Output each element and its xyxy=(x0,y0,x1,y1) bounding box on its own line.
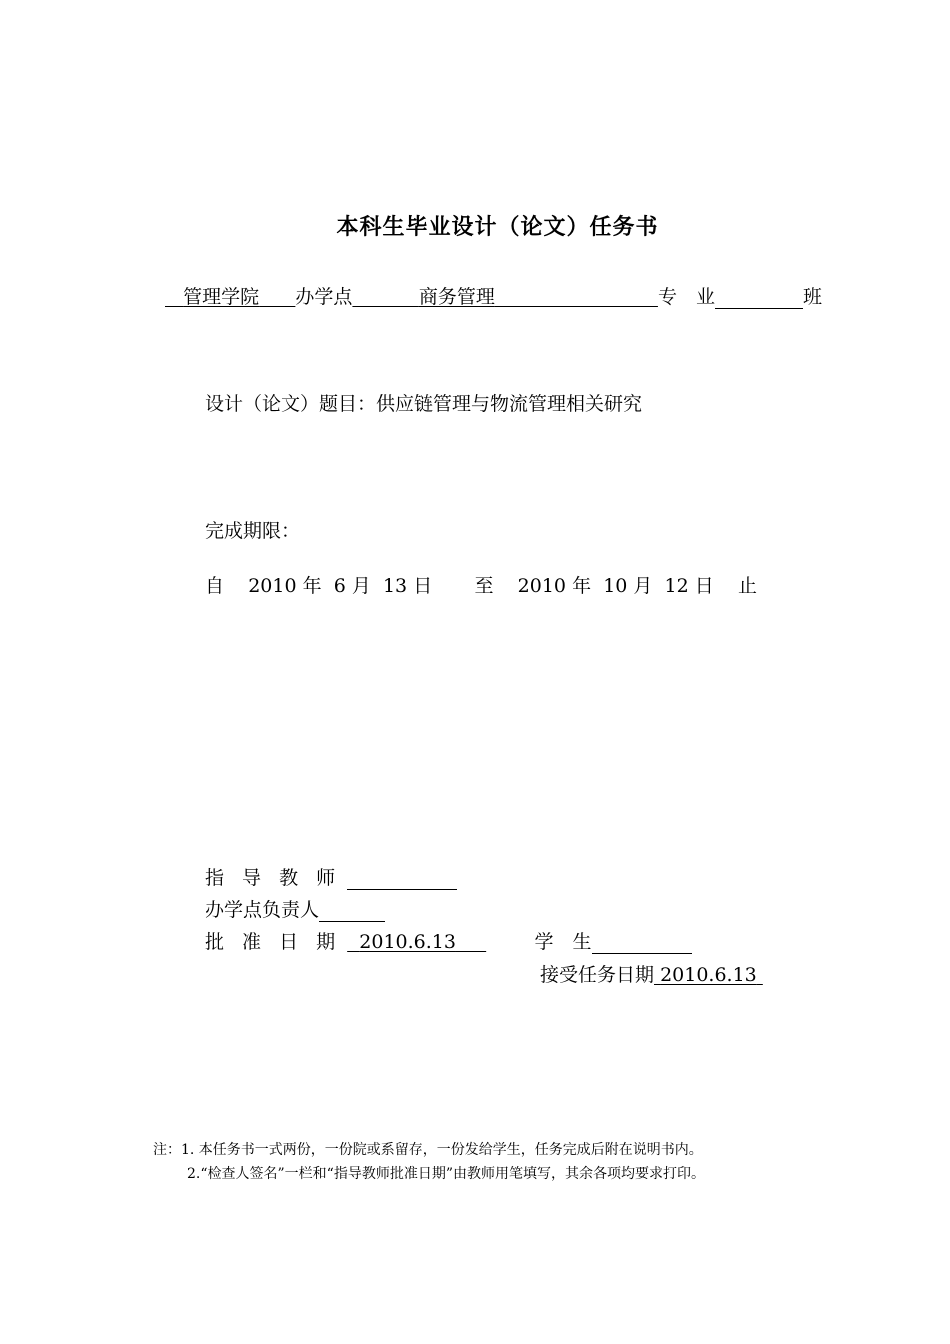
end-label: 止 xyxy=(737,575,757,597)
class-blank xyxy=(715,288,803,309)
to-year: 2010 xyxy=(517,575,567,597)
school-field xyxy=(165,286,295,308)
site-head-blank xyxy=(319,901,385,922)
to-year-unit: 年 xyxy=(572,575,592,597)
notes-section xyxy=(153,1138,705,1186)
approve-label: 批 准 日 期 xyxy=(205,931,342,953)
accept-label: 接受任务日期 xyxy=(540,964,655,986)
header-line xyxy=(165,285,822,309)
topic-line xyxy=(205,392,642,416)
major-field xyxy=(352,286,658,308)
from-year: 2010 xyxy=(248,575,297,597)
to-label: 至 xyxy=(474,575,494,597)
approve-date-field xyxy=(347,931,486,953)
advisor-line xyxy=(205,866,457,890)
topic-value: 供应链管理与物流管理相关研究 xyxy=(376,393,643,415)
site-head-line xyxy=(205,898,385,922)
deadline-line xyxy=(205,574,757,598)
document-title: 本科生毕业设计（论文）任务书 xyxy=(336,215,659,240)
major-label: 专 业 xyxy=(657,286,715,308)
major-value: 商务管理 xyxy=(418,286,495,308)
class-label: 班 xyxy=(802,286,822,308)
student-blank xyxy=(592,933,692,954)
to-month: 10 xyxy=(603,575,628,597)
from-day: 13 xyxy=(382,575,408,597)
accept-date: 2010.6.13 xyxy=(660,964,757,986)
note-line-1: 注：1. 本任务书一式两份，一份院或系留存，一份发给学生，任务完成后附在说明书内。 xyxy=(153,1142,703,1158)
from-year-unit: 年 xyxy=(302,575,322,597)
student-label: 学 生 xyxy=(534,931,592,953)
from-month: 6 xyxy=(333,575,346,597)
from-label: 自 xyxy=(205,575,225,597)
from-day-unit: 日 xyxy=(413,575,433,597)
school-value: 管理学院 xyxy=(183,286,260,308)
accept-line xyxy=(540,963,763,987)
to-day: 12 xyxy=(664,575,689,597)
advisor-label: 指 导 教 师 xyxy=(205,867,342,889)
approve-date: 2010.6.13 xyxy=(359,931,456,953)
topic-label: 设计（论文）题目： xyxy=(205,393,377,415)
from-month-unit: 月 xyxy=(351,575,371,597)
deadline-label: 完成期限： xyxy=(205,520,301,542)
approve-line xyxy=(205,930,692,954)
advisor-blank xyxy=(347,869,457,890)
site-label: 办学点 xyxy=(295,286,353,308)
to-day-unit: 日 xyxy=(694,575,714,597)
to-month-unit: 月 xyxy=(633,575,653,597)
accept-date-field xyxy=(654,964,763,986)
note-line-2: 2.“检查人签名”一栏和“指导教师批准日期”由教师用笔填写，其余各项均要求打印。 xyxy=(187,1166,705,1182)
site-head-label: 办学点负责人 xyxy=(205,899,320,921)
